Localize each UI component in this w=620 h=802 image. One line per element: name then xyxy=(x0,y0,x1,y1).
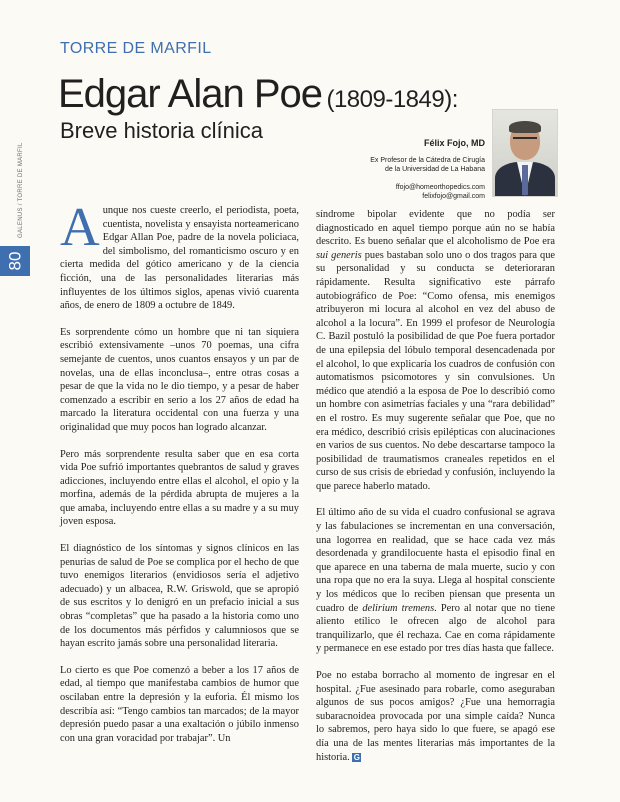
paragraph-7-emphasis: delirium tremens xyxy=(362,602,435,614)
paragraph-8-text: Poe no estaba borracho al momento de ingresar en el hospital. ¿Fue asesinado para robarle, como aseguraban algunos de sus pocos amigos? ¿Fue una hemorragia subaracnoidea provocada por una simple caída? Nunca lo sabremos, pero haya sido lo que fuere, se apagó ese día una de las mentes literarias más importantes de la historia. xyxy=(316,670,555,763)
paragraph-3: Pero más sorprendente resulta saber que en esa corta vida Poe sufrió importantes quebrantos de salud y graves adicciones, incluyendo entre ellas el alcohol, el opio y la morfina, además de la pérdida abrupta de mujeres a la que amaba, incluyendo entre ellas a su madre y a su muy joven esposa. xyxy=(60,448,299,528)
author-emails xyxy=(370,183,485,202)
body-column-left xyxy=(60,196,299,758)
paragraph-8 xyxy=(316,669,555,764)
paragraph-7 xyxy=(316,506,555,656)
paragraph-7-text-b: . Pero al notar que no tiene aliento etílico le ofrecen algo de alcohol para tranquilizarlo, que él rechaza. Cae en coma rápidamente y permanece en ese estado por tres días hasta que fallece. xyxy=(316,602,555,655)
paragraph-6-text-b: pues bastaban solo uno o dos tragos para que su personalidad y su conducta se deterioraran rápidamente. Resulta significativo este párrafo autobiográfico de Poe: “Como ofensa, mis enemigos atribuyeron mi locura al alcohol en vez del abuso de alcohol a la locura”. En 1999 el profesor de Neurología C. Bazil postuló la posibilidad de que Poe fuera portador de una epilepsia del lóbulo temporal desencadenada por el alcohol, lo que explicaría los cuadros de confusión con automatismos psicomotores y sin convulsiones. Un médico que atendió a la esposa de Poe lo describió como un hombre con asimetrías faciales y una “rara debilidad” en el rostro. Es muy sugerente señalar que Poe, que no era médico, describió crisis epilépticas con alucinaciones en varios de sus cuentos. No debe descartarse tampoco la posibilidad de traumatismos craneales repetidos en el curso de sus crisis de ebriedad y confusión, incluyendo la que parece haberlo matado. xyxy=(316,249,556,492)
article-title-name: Edgar Alan Poe xyxy=(58,72,322,116)
paragraph-1 xyxy=(60,196,299,313)
author-email-2: felixfojo@gmail.com xyxy=(422,193,485,201)
running-head: GALENUS / TORRE DE MARFIL xyxy=(18,142,24,238)
section-title: TORRE DE MARFIL xyxy=(60,40,212,57)
paragraph-4: El diagnóstico de los síntomas y signos clínicos en las penurias de salud de Poe se complica por el hecho de que tuvo enemigos literarios (envidiosos sería el adjetivo adecuado) y un albacea, R.W. Griswold, que se apropió de sus escritos y lo denigró en un prefacio inicial a sus obras “completas” que ha pasado a la historia como uno de los documentos más pérfidos y calumniosos que se hayan escrito jamás sobre una personalidad literaria. xyxy=(60,543,299,650)
author-photo xyxy=(492,109,558,197)
paragraph-6-text-a: síndrome bipolar evidente que no podía ser diagnosticado en aquel tiempo porque aún no se había descrito. Es bueno señalar que el alcoholismo de Poe era xyxy=(316,209,555,248)
author-affiliation xyxy=(370,156,485,175)
paragraph-7-text-a: El último año de su vida el cuadro confusional se agrava y las fabulaciones se incrementan en una conversación, una logorrea en realidad, que se hace cada vez más desordenada y grandilocuente hasta el episodio final en que aparece en una taberna de mala muerte, sucio y con una ropa que no era la suya. Llega al hospital consciente y los médicos que lo reciben piensan que presenta un cuadro de xyxy=(316,507,555,614)
author-block xyxy=(370,138,485,202)
paragraph-6 xyxy=(316,208,555,493)
article-subtitle: Breve historia clínica xyxy=(60,118,263,143)
author-affiliation-line-2: de la Universidad de La Habana xyxy=(384,166,485,174)
page-number: 80 xyxy=(4,251,24,271)
article-title-years: (1809-1849): xyxy=(326,86,458,113)
paragraph-5: Lo cierto es que Poe comenzó a beber a los 17 años de edad, al tiempo que manifestaba cambios de humor que oscilaban entre la depresión y la euforia. Él mismo los describía así: “Tengo cambios tan marcados; de la mayor depresión puedo pasar a una exaltación o júbilo inmenso con una gran voracidad por trabajar”. Un xyxy=(60,664,299,744)
author-email-1: ffojo@homeorthopedics.com xyxy=(395,183,485,191)
paragraph-6-emphasis: sui generis xyxy=(316,249,362,261)
body-column-right xyxy=(316,208,555,777)
page-number-tab xyxy=(0,246,30,276)
paragraph-1-text: unque nos cueste creerlo, el periodista, poeta, cuentista, novelista y ensayista norteamericano Edgar Allan Poe, padre de la novela policiaca, del simbolismo, del romanticismo oscuro y en cierta medida del gótico americano y de la ciencia ficción, una de las personalidades literarias más influyentes de los últimos siglos, apenas vivió cuarenta años, de enero de 1809 a octubre de 1849. xyxy=(60,205,299,312)
end-mark-icon: G xyxy=(353,752,360,762)
author-affiliation-line-1: Ex Profesor de la Cátedra de Cirugía xyxy=(370,157,485,164)
paragraph-2: Es sorprendente cómo un hombre que ni tan siquiera escribió extensivamente –unos 70 poemas, una cifra semejante de cuentos, unos cuantos ensayos y un par de novelas, una de ellas inconclusa–, entre otras cosas a pesar de que la vida no le dio tiempo, y a pesar de haber comenzado a escribir en serio a los 27 años de edad ha marcado la literatura occidental con una fuerza y una originalidad que muy pocos han logrado alcanzar. xyxy=(60,326,299,433)
article-title xyxy=(58,72,458,117)
author-name: Félix Fojo, MD xyxy=(423,138,485,148)
drop-cap: A xyxy=(60,196,100,257)
